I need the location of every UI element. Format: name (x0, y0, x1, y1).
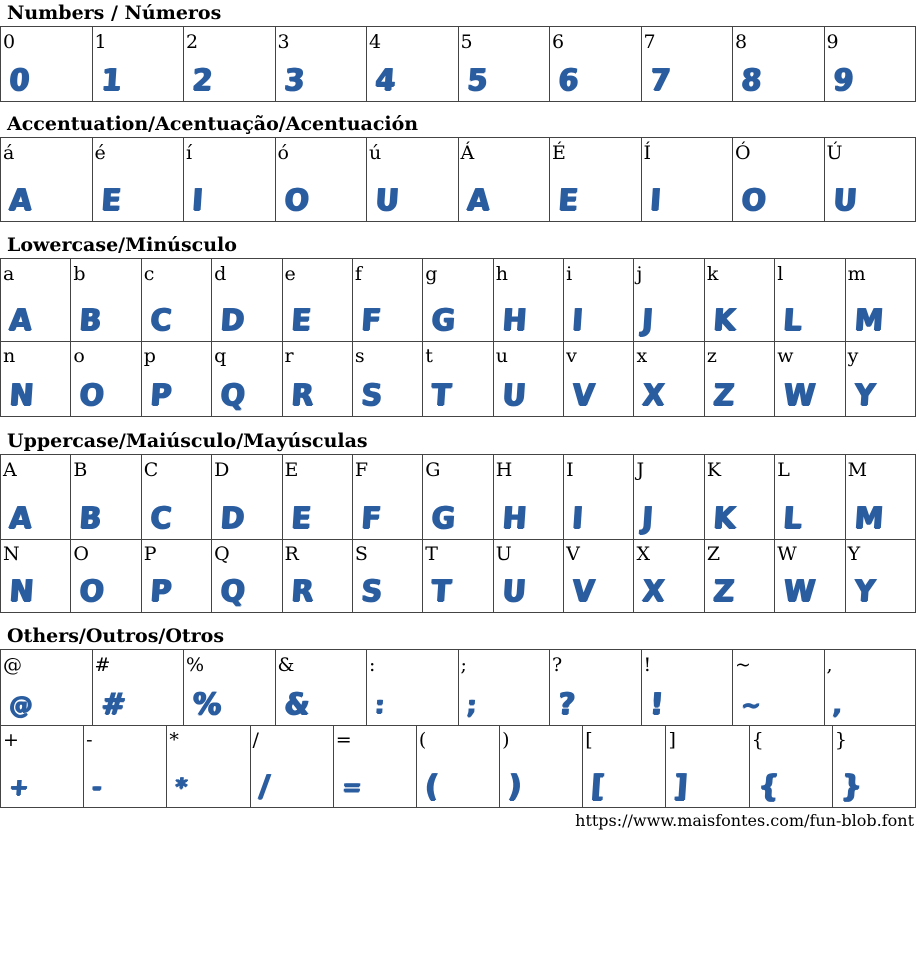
char-label: m (847, 263, 866, 285)
glyph-sample: K (712, 303, 737, 338)
char-label: i (566, 263, 573, 285)
glyph-sample: B (78, 303, 103, 338)
char-cell (71, 259, 141, 342)
char-label: ] (668, 729, 676, 751)
char-cell (71, 539, 141, 613)
char-cell (846, 259, 916, 342)
glyph-sample: Y (853, 378, 876, 413)
glyph-sample: { (757, 769, 780, 804)
char-cell (833, 725, 916, 808)
char-label: 3 (277, 31, 290, 53)
char-label: 4 (369, 31, 382, 53)
char-cell (212, 259, 282, 342)
char-label: % (186, 654, 205, 676)
char-cell (276, 650, 368, 726)
char-cell (775, 341, 845, 417)
char-label: 0 (3, 31, 16, 53)
char-label: n (3, 345, 16, 367)
char-cell (825, 650, 916, 726)
char-label: = (335, 729, 352, 751)
char-cell (642, 27, 734, 102)
glyph-sample: + (8, 773, 30, 801)
char-cell (550, 650, 642, 726)
char-label: 1 (94, 31, 107, 53)
char-cell (564, 539, 634, 613)
char-cell (423, 341, 493, 417)
glyph-sample: P (149, 378, 173, 413)
char-label: T (425, 543, 438, 565)
char-label: 2 (186, 31, 199, 53)
glyph-sample: 8 (740, 63, 763, 98)
glyph-sample: M (853, 501, 884, 536)
glyph-sample: H (501, 303, 528, 338)
glyph-sample: ~ (740, 691, 762, 719)
char-label: # (94, 654, 111, 676)
char-label: U (495, 543, 512, 565)
glyph-sample: 4 (374, 63, 397, 98)
char-label: ( (418, 729, 427, 751)
glyph-sample: E (289, 303, 312, 338)
char-cell (84, 725, 167, 808)
char-cell (353, 259, 423, 342)
char-label: ó (277, 142, 289, 164)
char-label: b (73, 263, 86, 285)
char-cell (1, 455, 71, 540)
glyph-sample: K (712, 501, 737, 536)
glyph-sample: F (360, 303, 383, 338)
char-cell (494, 455, 564, 540)
glyph-sample: G (430, 303, 457, 338)
char-cell (459, 138, 551, 222)
glyph-sample: F (360, 501, 383, 536)
char-label: ! (643, 654, 652, 676)
char-label: - (86, 729, 93, 751)
char-label: / (252, 729, 259, 751)
glyph-sample: & (283, 687, 311, 722)
char-cell (564, 341, 634, 417)
glyph-sample: B (78, 501, 103, 536)
char-cell (705, 259, 775, 342)
glyph-sample: O (740, 183, 768, 218)
char-label: E (284, 459, 299, 481)
char-label: y (847, 345, 859, 367)
char-cell (775, 259, 845, 342)
glyph-sample: T (430, 574, 453, 609)
char-label: j (636, 263, 643, 285)
char-label: É (552, 142, 566, 164)
glyph-sample: J (641, 501, 655, 536)
char-cell (825, 27, 916, 102)
char-cell (564, 455, 634, 540)
glyph-sample: # (99, 687, 127, 722)
char-cell (705, 539, 775, 613)
glyph-sample: E (289, 501, 312, 536)
char-label: 7 (643, 31, 656, 53)
glyph-sample: L (782, 501, 804, 536)
glyph-sample: S (360, 378, 384, 413)
source-url: https://www.maisfontes.com/fun-blob.font (575, 811, 914, 830)
char-cell (634, 455, 704, 540)
glyph-sample: @ (8, 691, 34, 719)
char-label: g (425, 263, 438, 285)
glyph-sample: W (782, 574, 817, 609)
glyph-sample: % (191, 687, 223, 722)
char-label: r (284, 345, 294, 367)
glyph-sample: - (91, 773, 103, 801)
lowercase-grid-row-0 (0, 258, 916, 342)
glyph-sample: * (174, 773, 189, 801)
glyph-sample: N (8, 574, 35, 609)
char-label: a (3, 263, 15, 285)
char-cell (733, 27, 825, 102)
glyph-sample: U (831, 183, 858, 218)
char-label: Á (460, 142, 475, 164)
char-label: K (706, 459, 722, 481)
glyph-sample: 3 (282, 63, 306, 98)
glyph-sample: V (571, 574, 596, 609)
char-cell (733, 650, 825, 726)
glyph-sample: A (8, 303, 33, 338)
char-cell (733, 138, 825, 222)
glyph-sample: ! (648, 687, 665, 722)
glyph-sample: H (501, 501, 528, 536)
char-cell (283, 539, 353, 613)
char-cell (1, 138, 93, 222)
glyph-sample: I (648, 183, 662, 218)
char-label: c (143, 263, 155, 285)
char-cell (846, 455, 916, 540)
glyph-sample: 1 (99, 63, 123, 98)
glyph-sample: [ (590, 769, 606, 804)
glyph-sample: T (430, 378, 453, 413)
char-label: D (214, 459, 230, 481)
char-cell (459, 27, 551, 102)
uppercase-grid-row-0 (0, 454, 916, 540)
char-label: R (284, 543, 299, 565)
char-label: k (706, 263, 719, 285)
glyph-sample: } (840, 769, 863, 804)
char-label: ? (552, 654, 563, 676)
char-cell (423, 539, 493, 613)
char-cell (500, 725, 583, 808)
char-label: } (834, 729, 847, 751)
char-label: X (636, 543, 650, 565)
char-label: B (73, 459, 88, 481)
char-cell (494, 259, 564, 342)
char-cell (705, 455, 775, 540)
char-cell (423, 455, 493, 540)
glyph-sample: O (78, 378, 106, 413)
glyph-sample: , (831, 691, 843, 719)
char-cell (642, 138, 734, 222)
others-grid-row-0 (0, 649, 916, 726)
char-label: M (847, 459, 868, 481)
char-label: A (3, 459, 17, 481)
char-label: F (354, 459, 369, 481)
char-label: , (826, 654, 833, 676)
char-cell (353, 539, 423, 613)
char-label: O (73, 543, 89, 565)
glyph-sample: Z (712, 378, 736, 413)
char-cell (1, 259, 71, 342)
glyph-sample: ? (557, 687, 577, 722)
char-cell (276, 27, 368, 102)
char-cell (423, 259, 493, 342)
char-cell (846, 539, 916, 613)
char-cell (550, 27, 642, 102)
glyph-sample: 7 (648, 63, 672, 98)
section-title-others: Others/Outros/Otros (7, 625, 225, 647)
char-cell (1, 725, 84, 808)
char-label: s (354, 345, 365, 367)
char-cell (550, 138, 642, 222)
char-label: z (706, 345, 717, 367)
char-label: G (425, 459, 441, 481)
char-label: : (369, 654, 376, 676)
char-label: [ (585, 729, 593, 751)
char-label: Í (643, 142, 652, 164)
char-cell (634, 539, 704, 613)
glyph-sample: C (149, 501, 173, 536)
glyph-sample: 6 (557, 63, 580, 98)
glyph-sample: U (374, 183, 400, 218)
char-cell (212, 341, 282, 417)
char-cell (142, 259, 212, 342)
glyph-sample: 2 (191, 63, 214, 98)
char-label: Q (214, 543, 230, 565)
glyph-sample: R (289, 378, 315, 413)
char-cell (750, 725, 833, 808)
char-label: ~ (735, 654, 751, 676)
glyph-sample: Y (853, 574, 876, 609)
char-label: t (425, 345, 433, 367)
char-label: 6 (552, 31, 565, 53)
char-cell (184, 138, 276, 222)
char-cell (142, 455, 212, 540)
glyph-sample: X (641, 378, 667, 413)
char-cell (184, 650, 276, 726)
char-label: P (143, 543, 157, 565)
glyph-sample: L (782, 303, 804, 338)
char-cell (93, 650, 185, 726)
char-cell (634, 341, 704, 417)
glyph-sample: 9 (831, 63, 855, 98)
glyph-sample: G (430, 501, 457, 536)
char-label: ; (460, 654, 467, 676)
char-cell (367, 650, 459, 726)
glyph-sample: W (782, 378, 817, 413)
glyph-sample: I (191, 183, 205, 218)
char-label: Y (847, 543, 861, 565)
glyph-sample: X (641, 574, 667, 609)
char-cell (353, 455, 423, 540)
glyph-sample: Z (712, 574, 736, 609)
char-label: ú (369, 142, 382, 164)
glyph-sample: J (641, 303, 655, 338)
char-label: + (3, 729, 19, 751)
section-title-lowercase: Lowercase/Minúsculo (7, 234, 237, 256)
glyph-sample: Q (219, 378, 247, 413)
char-cell (705, 341, 775, 417)
glyph-sample: / (257, 769, 271, 804)
char-cell (283, 259, 353, 342)
char-label: d (214, 263, 227, 285)
char-label: 8 (735, 31, 748, 53)
section-title-accents: Accentuation/Acentuação/Acentuación (7, 113, 419, 135)
char-cell (1, 341, 71, 417)
uppercase-grid-row-1 (0, 539, 916, 613)
glyph-sample: C (149, 303, 173, 338)
char-cell (494, 341, 564, 417)
char-label: é (94, 142, 106, 164)
char-cell (142, 539, 212, 613)
char-label: v (566, 345, 577, 367)
char-cell (93, 138, 185, 222)
char-label: I (566, 459, 574, 481)
char-cell (367, 138, 459, 222)
char-cell (666, 725, 749, 808)
char-label: 9 (826, 31, 839, 53)
glyph-sample: = (341, 773, 363, 801)
char-cell (775, 539, 845, 613)
char-label: N (3, 543, 20, 565)
glyph-sample: 0 (8, 63, 31, 98)
numbers-grid-row-0 (0, 26, 916, 102)
char-label: f (354, 263, 362, 285)
char-label: V (566, 543, 580, 565)
glyph-sample: I (571, 501, 585, 536)
char-label: S (354, 543, 368, 565)
glyph-sample: Q (219, 574, 247, 609)
char-cell (353, 341, 423, 417)
char-cell (276, 138, 368, 222)
glyph-sample: ( (424, 769, 440, 804)
glyph-sample: O (78, 574, 106, 609)
char-cell (167, 725, 250, 808)
glyph-sample: R (289, 574, 315, 609)
char-cell (212, 539, 282, 613)
glyph-sample: N (8, 378, 35, 413)
glyph-sample: S (360, 574, 384, 609)
char-label: w (777, 345, 794, 367)
char-label: h (495, 263, 508, 285)
char-label: á (3, 142, 15, 164)
char-cell (334, 725, 417, 808)
char-cell (71, 341, 141, 417)
char-cell (283, 341, 353, 417)
glyph-sample: ; (465, 691, 477, 719)
others-grid-row-1 (0, 725, 916, 808)
glyph-sample: ) (507, 769, 523, 804)
char-cell (564, 259, 634, 342)
char-label: & (277, 654, 295, 676)
char-label: p (143, 345, 156, 367)
char-cell (367, 27, 459, 102)
char-cell (825, 138, 916, 222)
char-cell (1, 27, 93, 102)
glyph-sample: E (99, 183, 122, 218)
char-label: q (214, 345, 227, 367)
char-cell (71, 455, 141, 540)
char-label: L (777, 459, 790, 481)
char-cell (93, 27, 185, 102)
char-label: 5 (460, 31, 473, 53)
glyph-sample: U (501, 574, 527, 609)
char-cell (459, 650, 551, 726)
char-label: l (777, 263, 784, 285)
glyph-sample: ] (673, 769, 690, 804)
char-label: Ó (735, 142, 751, 164)
glyph-sample: V (571, 378, 596, 413)
glyph-sample: A (465, 183, 491, 218)
char-label: @ (3, 654, 22, 676)
glyph-sample: : (374, 691, 386, 719)
char-label: e (284, 263, 296, 285)
char-label: { (751, 729, 764, 751)
char-cell (494, 539, 564, 613)
char-cell (1, 539, 71, 613)
char-label: ) (502, 729, 510, 751)
char-cell (184, 27, 276, 102)
section-title-numbers: Numbers / Números (7, 2, 222, 24)
glyph-sample: M (853, 303, 884, 338)
char-label: W (777, 543, 797, 565)
section-title-uppercase: Uppercase/Maiúsculo/Mayúsculas (7, 430, 368, 452)
glyph-sample: I (571, 303, 585, 338)
char-cell (1, 650, 93, 726)
lowercase-grid-row-1 (0, 341, 916, 417)
char-cell (846, 341, 916, 417)
glyph-sample: A (8, 501, 33, 536)
char-label: Ú (826, 142, 843, 164)
glyph-sample: O (283, 183, 310, 218)
char-label: C (143, 459, 159, 481)
char-label: Z (706, 543, 721, 565)
char-cell (212, 455, 282, 540)
char-label: x (636, 345, 648, 367)
char-label: J (636, 459, 645, 481)
char-cell (775, 455, 845, 540)
glyph-sample: 5 (465, 63, 489, 98)
char-cell (417, 725, 500, 808)
char-label: u (495, 345, 508, 367)
glyph-sample: U (501, 378, 527, 413)
char-label: * (169, 729, 179, 751)
accents-grid-row-0 (0, 137, 916, 222)
char-cell (283, 455, 353, 540)
char-cell (634, 259, 704, 342)
glyph-sample: D (219, 501, 246, 536)
char-cell (642, 650, 734, 726)
char-cell (251, 725, 334, 808)
char-label: o (73, 345, 85, 367)
char-label: í (186, 142, 193, 164)
char-cell (142, 341, 212, 417)
glyph-sample: P (149, 574, 173, 609)
char-label: H (495, 459, 513, 481)
glyph-sample: E (557, 183, 580, 218)
glyph-sample: D (219, 303, 246, 338)
glyph-sample: A (8, 183, 33, 218)
char-cell (583, 725, 666, 808)
